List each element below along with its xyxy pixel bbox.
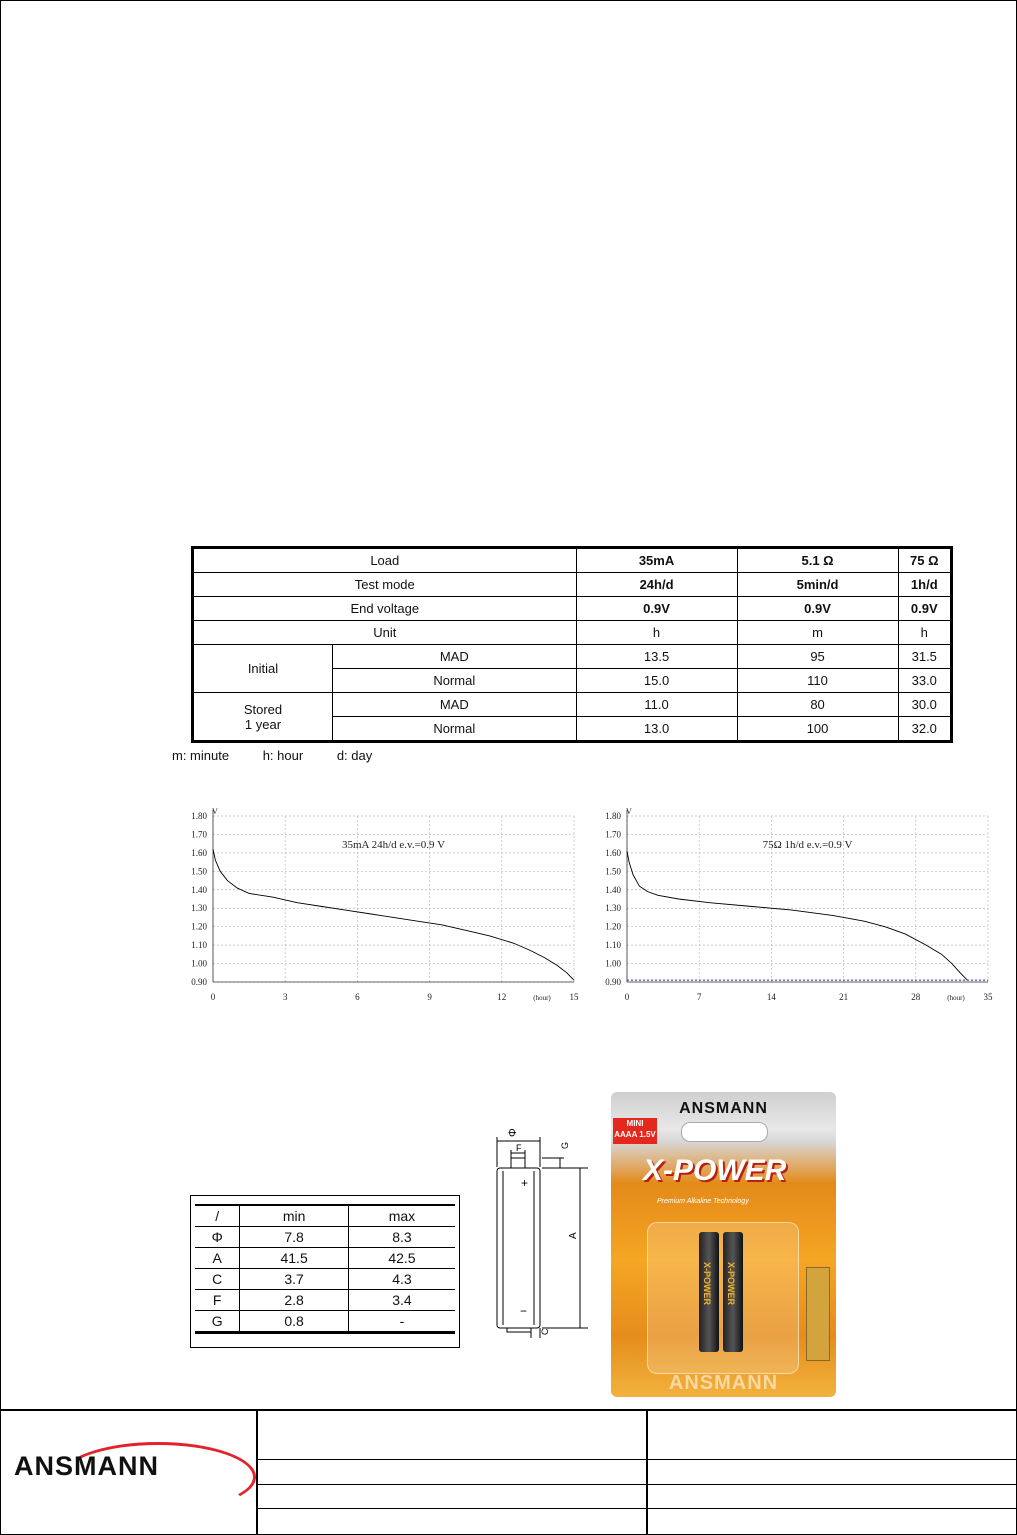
stored-duration-label: 1 year <box>244 716 282 732</box>
y-tick-label: 1.60 <box>605 847 621 858</box>
package-hang-hole <box>681 1122 768 1142</box>
table-cell: 7.8 <box>240 1227 349 1248</box>
x-tick-label: 28 <box>911 992 921 1002</box>
label-c: C <box>540 1328 550 1335</box>
x-tick-label: 15 <box>569 992 579 1002</box>
y-tick-label: 1.50 <box>191 866 207 877</box>
stored-label: Stored <box>243 701 283 717</box>
table-cell: G <box>195 1311 240 1333</box>
table-cell: 0.8 <box>240 1311 349 1333</box>
table-cell: 80 <box>737 693 898 717</box>
table-cell: 42.5 <box>348 1248 455 1269</box>
x-tick-label: 6 <box>355 992 360 1002</box>
table-cell: 24h/d <box>576 573 737 597</box>
dim-header-min: min <box>240 1205 349 1227</box>
table-cell: 30.0 <box>898 693 951 717</box>
package-mini-label: MINI <box>626 1119 644 1128</box>
label-phi: Φ <box>507 1128 519 1137</box>
table-row <box>195 1227 455 1248</box>
table-cell: 100 <box>737 717 898 742</box>
table-row <box>193 573 952 597</box>
table-cell: 110 <box>737 669 898 693</box>
discharge-curve <box>627 851 967 980</box>
y-tick-label: 1.40 <box>191 884 207 895</box>
row-label: Normal <box>333 717 577 742</box>
header-load: Load <box>193 548 577 573</box>
table-row <box>193 693 952 717</box>
y-tick-label: 1.70 <box>605 829 621 840</box>
battery-dimension-drawing <box>480 1125 590 1340</box>
row-label: End voltage <box>193 597 577 621</box>
package-brand-logo: ANSMANN <box>679 1100 768 1117</box>
table-cell: C <box>195 1269 240 1290</box>
package-title: X-POWER <box>643 1154 787 1187</box>
plus-sign: + <box>521 1176 529 1190</box>
chart-annotation: 35mA 24h/d e.v.=0.9 V <box>341 839 446 851</box>
battery-image <box>723 1232 743 1352</box>
row-label: MAD <box>333 645 577 669</box>
x-axis-label: (hour) <box>533 994 551 1002</box>
table-cell: 2.8 <box>240 1290 349 1311</box>
x-tick-label: 3 <box>282 992 288 1002</box>
x-axis-label: (hour) <box>947 994 965 1002</box>
table-cell: 32.0 <box>898 717 951 742</box>
table-cell: 13.0 <box>576 717 737 742</box>
table-row <box>193 597 952 621</box>
row-label: MAD <box>333 693 577 717</box>
x-tick-label: 35 <box>983 992 993 1002</box>
y-tick-label: 0.90 <box>605 977 621 987</box>
x-tick-label: 12 <box>497 992 507 1002</box>
package-subtitle: Premium Alkaline Technology <box>657 1198 749 1205</box>
discharge-chart-35ma <box>176 806 586 1011</box>
y-tick-label: 1.00 <box>605 958 621 969</box>
chart-svg <box>590 806 1000 1006</box>
chart-svg <box>176 806 586 1006</box>
y-tick-label: 1.50 <box>605 866 621 877</box>
table-cell: m <box>737 621 898 645</box>
label-a: A <box>568 1232 579 1239</box>
table-cell: 0.9V <box>737 597 898 621</box>
table-cell: 3.7 <box>240 1269 349 1290</box>
table-cell: 0.9V <box>898 597 951 621</box>
battery-image <box>699 1232 719 1352</box>
x-tick-label: 9 <box>427 992 432 1002</box>
dimension-table-frame <box>190 1195 460 1348</box>
table-cell: h <box>576 621 737 645</box>
dim-header-max: max <box>348 1205 455 1227</box>
discharge-curve <box>213 849 574 980</box>
legend-minute: m: minute <box>172 748 230 763</box>
x-tick-label: 14 <box>766 992 776 1002</box>
battery-label: X-POWER <box>702 1262 712 1306</box>
table-row <box>193 548 952 573</box>
product-package-image <box>611 1092 836 1397</box>
table-cell: - <box>348 1311 455 1333</box>
discharge-chart-75-ohm <box>590 806 1000 1011</box>
y-tick-label: 1.10 <box>191 940 207 951</box>
legend-day: d: day <box>336 748 373 763</box>
y-tick-label: 1.20 <box>605 921 621 932</box>
dim-header: / <box>195 1205 240 1227</box>
table-cell: 0.9V <box>576 597 737 621</box>
unit-legend <box>172 748 402 763</box>
battery-label: X-POWER <box>726 1262 736 1306</box>
table-row <box>195 1269 455 1290</box>
minus-sign: − <box>520 1304 528 1318</box>
y-tick-label: 1.70 <box>191 829 207 840</box>
group-label-initial: Initial <box>193 645 333 693</box>
table-cell: 33.0 <box>898 669 951 693</box>
y-tick-label: 1.80 <box>191 811 207 821</box>
package-size-badge <box>613 1118 657 1144</box>
table-cell: 95 <box>737 645 898 669</box>
y-tick-label: 1.40 <box>605 884 621 895</box>
y-tick-label: 1.60 <box>191 847 207 858</box>
header-5-1-ohm: 5.1 Ω <box>737 548 898 573</box>
header-35ma: 35mA <box>576 548 737 573</box>
table-cell: A <box>195 1248 240 1269</box>
y-tick-label: 1.20 <box>191 921 207 932</box>
table-cell: 41.5 <box>240 1248 349 1269</box>
row-label: Unit <box>193 621 577 645</box>
y-tick-label: 0.90 <box>191 977 207 987</box>
table-row <box>195 1311 455 1333</box>
table-cell: 15.0 <box>576 669 737 693</box>
battery-positive-terminal <box>511 1158 525 1168</box>
x-tick-label: 0 <box>210 992 216 1002</box>
x-tick-label: 21 <box>839 992 849 1002</box>
table-cell: 4.3 <box>348 1269 455 1290</box>
x-tick-label: 7 <box>696 992 702 1002</box>
y-tick-label: 1.00 <box>191 958 207 969</box>
y-axis-label: V <box>626 807 632 816</box>
table-cell: 3.4 <box>348 1290 455 1311</box>
table-cell: h <box>898 621 951 645</box>
group-label-stored <box>193 693 333 742</box>
table-row <box>195 1205 455 1227</box>
table-cell: 1h/d <box>898 573 951 597</box>
table-cell: 8.3 <box>348 1227 455 1248</box>
x-tick-label: 0 <box>624 992 630 1002</box>
y-tick-label: 1.30 <box>191 903 207 914</box>
y-tick-label: 1.30 <box>605 903 621 914</box>
table-cell: 13.5 <box>576 645 737 669</box>
package-bottom-logo: ANSMANN <box>668 1372 779 1394</box>
y-axis-label: V <box>212 807 218 816</box>
discharge-spec-table <box>191 546 953 743</box>
y-tick-label: 1.80 <box>605 811 621 821</box>
table-cell: 31.5 <box>898 645 951 669</box>
row-label: Normal <box>333 669 577 693</box>
row-label: Test mode <box>193 573 577 597</box>
table-cell: 5min/d <box>737 573 898 597</box>
table-row <box>195 1248 455 1269</box>
table-cell: Φ <box>195 1227 240 1248</box>
table-cell: F <box>195 1290 240 1311</box>
package-icons-strip <box>806 1267 830 1361</box>
table-row <box>193 645 952 669</box>
chart-annotation: 75Ω 1h/d e.v.=0.9 V <box>762 839 853 851</box>
header-75-ohm: 75 Ω <box>898 548 951 573</box>
dimension-table <box>195 1204 455 1334</box>
package-size-label: AAAA 1.5V <box>614 1130 656 1139</box>
table-cell: 11.0 <box>576 693 737 717</box>
label-f: F <box>516 1143 522 1153</box>
table-row <box>195 1290 455 1311</box>
y-tick-label: 1.10 <box>605 940 621 951</box>
footer-brand-logo: ANSMANN <box>14 1451 159 1481</box>
label-g: G <box>560 1141 570 1149</box>
legend-hour: h: hour <box>262 748 304 763</box>
table-row <box>193 621 952 645</box>
